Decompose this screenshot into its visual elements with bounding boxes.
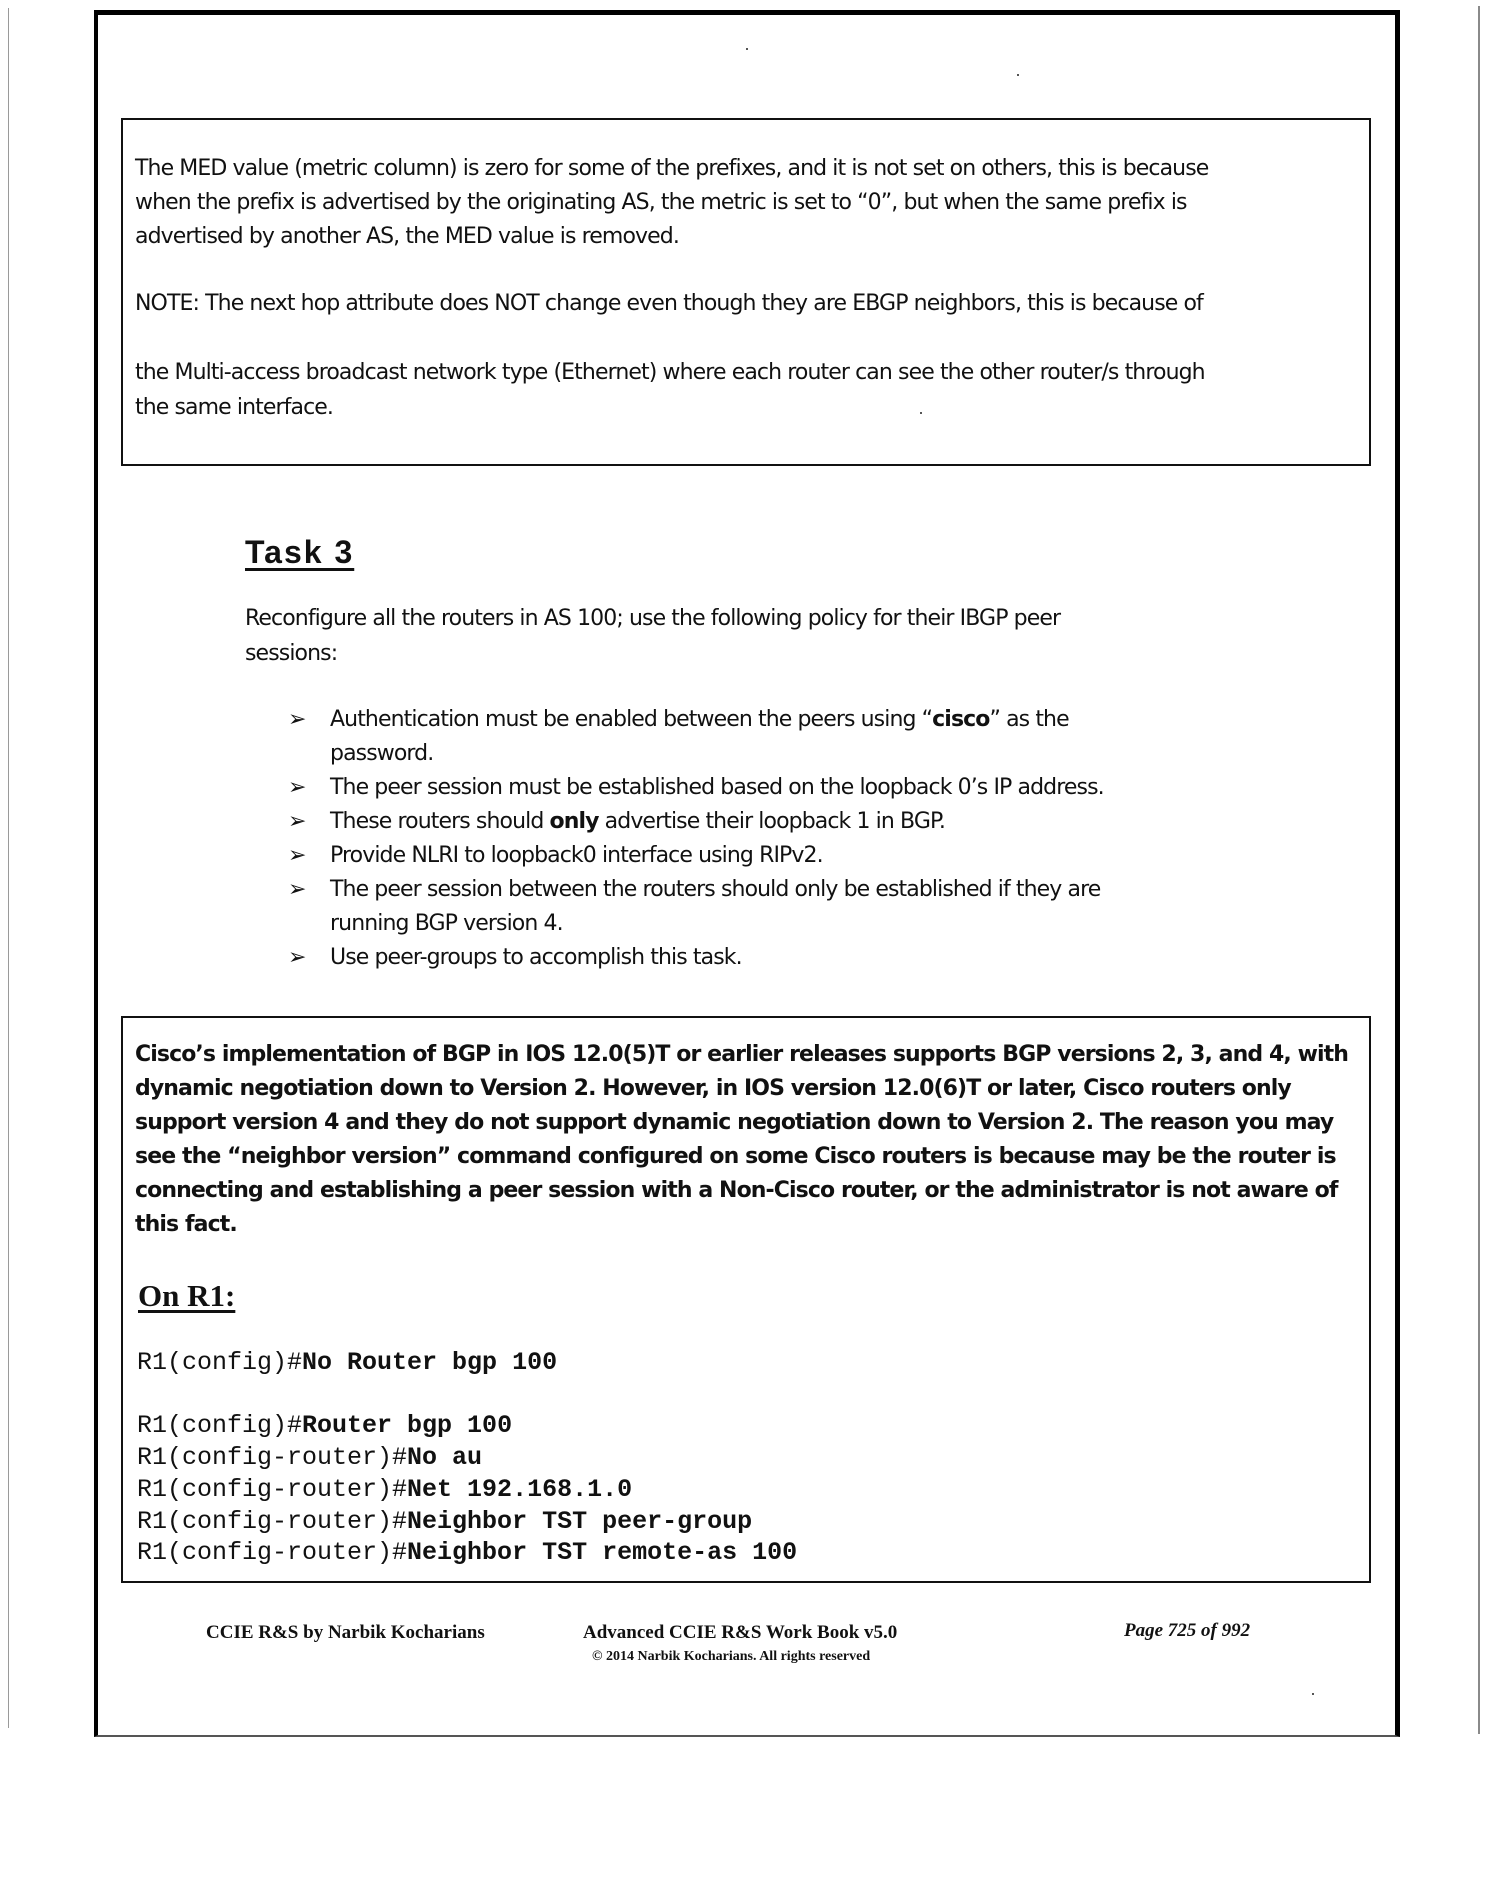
code-prompt: R1(config-router)# xyxy=(137,1507,408,1536)
bullet-text-part: Authentication must be enabled between the peers using “ xyxy=(330,707,933,732)
bullet-item: Use peer-groups to accomplish this task. xyxy=(330,945,742,970)
bullet-item-continuation: password. xyxy=(330,741,434,766)
arrow-bullet-icon: ➢ xyxy=(288,775,307,800)
version-paragraph-line: Cisco’s implementation of BGP in IOS 12.0(5)T or earlier releases supports BGP versions 2, 3, and 4, with xyxy=(135,1042,1349,1067)
code-command: Net 192.168.1.0 xyxy=(407,1475,633,1504)
scan-speck xyxy=(1017,74,1019,76)
version-paragraph-line: this fact. xyxy=(135,1212,237,1237)
code-command: Neighbor TST remote-as 100 xyxy=(407,1538,798,1567)
code-command: No au xyxy=(407,1443,483,1472)
code-line xyxy=(137,1538,797,1567)
bullet-text-part: advertise their loopback 1 in BGP. xyxy=(598,809,945,834)
scan-speck xyxy=(746,48,748,50)
code-command: Router bgp 100 xyxy=(302,1411,513,1440)
task-intro-line: sessions: xyxy=(245,641,338,666)
note-line: the same interface. xyxy=(135,395,334,420)
task-intro-line: Reconfigure all the routers in AS 100; use the following policy for their IBGP peer xyxy=(245,606,1061,631)
bullet-item xyxy=(330,809,945,834)
arrow-bullet-icon: ➢ xyxy=(288,945,307,970)
scan-edge-left xyxy=(8,8,9,1728)
footer-copyright: © 2014 Narbik Kocharians. All rights reserved xyxy=(592,1649,871,1664)
arrow-bullet-icon: ➢ xyxy=(288,809,307,834)
code-prompt: R1(config-router)# xyxy=(137,1475,408,1504)
code-prompt: R1(config)# xyxy=(137,1348,303,1377)
code-line xyxy=(137,1348,557,1377)
scan-speck xyxy=(1312,1693,1314,1695)
scan-edge-right xyxy=(1478,6,1480,1734)
footer-page-number: Page 725 of 992 xyxy=(1124,1620,1251,1641)
version-paragraph-line: support version 4 and they do not support dynamic negotiation down to Version 2. The reason you may xyxy=(135,1110,1334,1135)
code-prompt: R1(config)# xyxy=(137,1411,303,1440)
note-line: the Multi-access broadcast network type (Ethernet) where each router can see the other router/s through xyxy=(135,360,1205,385)
footer-author: CCIE R&S by Narbik Kocharians xyxy=(206,1622,485,1643)
med-paragraph-line: advertised by another AS, the MED value is removed. xyxy=(135,224,679,249)
scan-speck xyxy=(920,412,922,414)
code-line xyxy=(137,1443,482,1472)
bullet-item: The peer session must be established based on the loopback 0’s IP address. xyxy=(330,775,1104,800)
code-prompt: R1(config-router)# xyxy=(137,1538,408,1567)
code-prompt: R1(config-router)# xyxy=(137,1443,408,1472)
code-command: No Router bgp 100 xyxy=(302,1348,558,1377)
note-line: NOTE: The next hop attribute does NOT change even though they are EBGP neighbors, this is because of xyxy=(135,291,1203,316)
bullet-item: Provide NLRI to loopback0 interface using RIPv2. xyxy=(330,843,823,868)
bullet-item: The peer session between the routers should only be established if they are xyxy=(330,877,1101,902)
code-line xyxy=(137,1475,632,1504)
code-command: Neighbor TST peer-group xyxy=(407,1507,753,1536)
code-line xyxy=(137,1411,512,1440)
bullet-text-part: These routers should xyxy=(330,809,550,834)
bullet-item-continuation: running BGP version 4. xyxy=(330,911,563,936)
version-paragraph-line: see the “neighbor version” command configured on some Cisco routers is because may be the router is xyxy=(135,1144,1336,1169)
section-heading-on-r1: On R1: xyxy=(138,1278,236,1313)
med-paragraph-line: The MED value (metric column) is zero for some of the prefixes, and it is not set on others, this is because xyxy=(135,156,1209,181)
bullet-text-part: ” as the xyxy=(989,707,1069,732)
med-paragraph-line: when the prefix is advertised by the originating AS, the metric is set to “0”, but when the same prefix is xyxy=(135,190,1187,215)
arrow-bullet-icon: ➢ xyxy=(288,843,307,868)
arrow-bullet-icon: ➢ xyxy=(288,707,307,732)
version-paragraph-line: connecting and establishing a peer session with a Non-Cisco router, or the administrator is not aware of xyxy=(135,1178,1338,1203)
footer-book-title: Advanced CCIE R&S Work Book v5.0 xyxy=(583,1622,898,1643)
bullet-bold-only: only xyxy=(549,809,599,834)
arrow-bullet-icon: ➢ xyxy=(288,877,307,902)
bullet-bold-password: cisco xyxy=(932,707,990,732)
code-line xyxy=(137,1507,752,1536)
task-heading: Task 3 xyxy=(245,534,355,570)
version-paragraph-line: dynamic negotiation down to Version 2. However, in IOS version 12.0(6)T or later, Cisco routers only xyxy=(135,1076,1291,1101)
bullet-item xyxy=(330,707,1069,732)
